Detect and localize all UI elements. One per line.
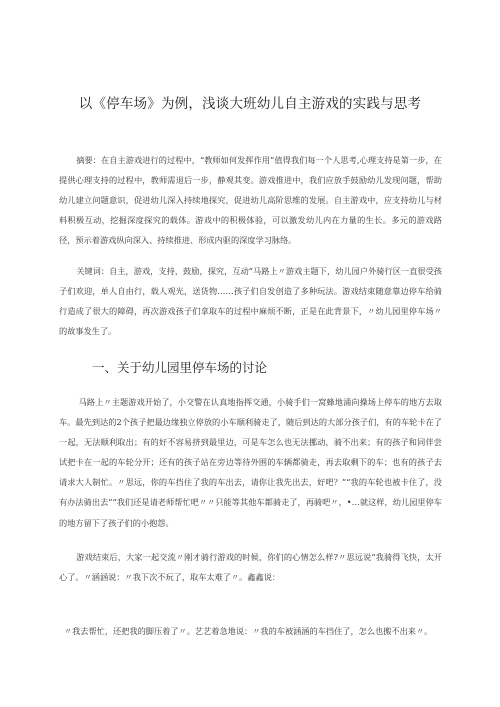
abstract-paragraph: 摘要：在自主游戏进行的过程中，“教师如何发挥作用”值得我们每一个人思考,心理支持是第一步，在提供心理支持的过程中，教师需退后一步，静观其变。游戏推进中，我们应放手鼓励幼儿发现问题，帮助幼儿建立问题意识，促进幼儿深入持续地探究，促进幼儿高阶思维的发展。自主游戏中，应支持幼儿与材料积极互动，挖掘深度探究的载体。游戏中的积极体验，可以激发幼儿内在力量的生长。多元的游戏路径，预示着游戏纵向深入、持续推进、形成内驱的深度学习脉络。: [59, 155, 442, 246]
section-heading: 一、关于幼儿园里停车场的讨论: [92, 360, 268, 375]
document-title: 以《停车场》为例，浅谈大班幼儿自主游戏的实践与思考: [78, 96, 422, 112]
body-paragraph-1: 马路上〃主题游戏开始了，小交警在认真地指挥交通，小骑手们一窝蜂地涌向操场上停车的地方去取车。最先到达的2个孩子把最边缘独立停放的小车顺利骑走了，随后到达的大部分孩子们，有的车轮卡在了一起，无法顺利取出；有的好不容易挤到最里边，可是车怎么也无法挪动，骑不出来；有的孩子和同伴尝试把卡在一起的车轮分开；还有的孩子站在旁边等待外围的车辆都骑走，再去取剩下的车；也有的孩子去请求大人制忙。〃思远，你的车挡住了我的车出去，请你让我先出去，好吧？”“我的车轮也被卡住了，没有办法骑出去”“我们还是请老师帮忙吧〃〃只能等其他车都骑走了，再骑吧〃，•…就这样，幼儿园里停车的地方留下了孩子们的小抱怨。: [59, 397, 442, 528]
body-paragraph-3: 〃我去帮忙，还把我的脚压着了〃。艺艺着急地说：〃我的车被涵涵的车挡住了，怎么也搬不出来〃。: [63, 626, 433, 636]
body-paragraph-2: 游戏结束后，大家一起交流〃刚才骑行游戏的时候，你们的心情怎么样?〃思远说“我骑得飞快，太开心了。〃涵涵说：〃我下次不玩了，取车太难了〃。鑫鑫说：: [59, 552, 442, 583]
keywords-paragraph: 关键词：自主，游戏，支持，鼓励，探究，互动”马路上〃游戏主题下，幼儿园户外骑行区一直很受孩子们欢迎，单人自由行，载人观光，送货物……孩子们自发创造了多种玩法。游戏结束随意靠边停车给骑行造成了很大的障碍，再次游戏孩子们拿取车的过程中麻烦不断，正是在此背景下，〃幼儿园里停车场〃的故事发生了。: [59, 266, 442, 337]
